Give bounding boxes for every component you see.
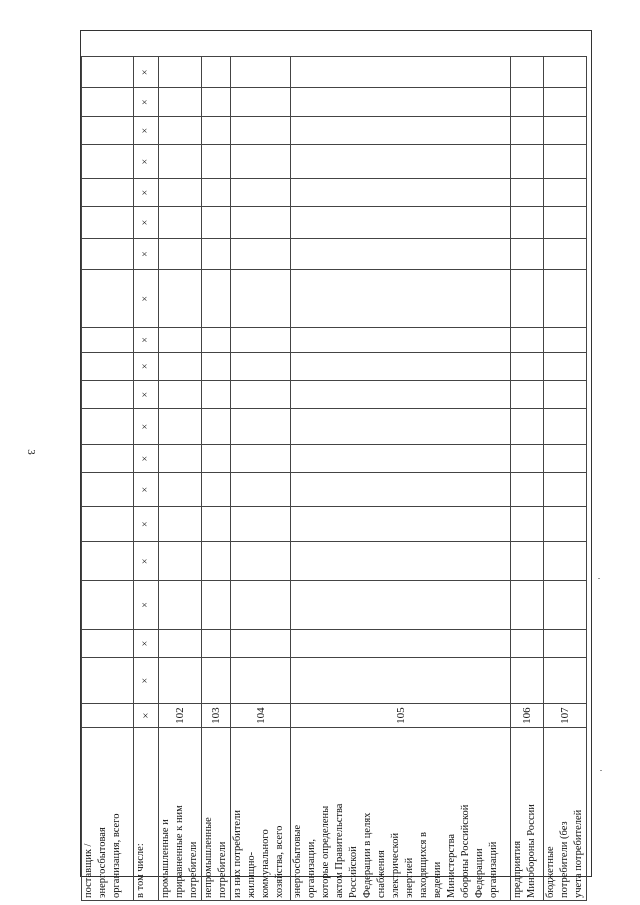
empty-cell — [544, 581, 587, 630]
empty-cell — [291, 629, 511, 657]
table-row — [202, 57, 231, 901]
empty-cell — [82, 381, 134, 409]
empty-cell — [159, 581, 202, 630]
table-row — [82, 57, 134, 901]
row-label: поставщик / энергосбытовая организация, всего — [82, 728, 134, 901]
x-mark-cell: × — [134, 409, 159, 445]
empty-cell — [291, 116, 511, 144]
empty-cell — [159, 444, 202, 472]
x-mark-cell: × — [134, 629, 159, 657]
empty-cell — [202, 238, 231, 269]
empty-cell — [82, 178, 134, 206]
empty-cell — [159, 352, 202, 380]
row-code — [82, 703, 134, 727]
empty-cell — [231, 145, 291, 179]
row-label: в том числе: — [134, 728, 159, 901]
empty-cell — [291, 473, 511, 507]
empty-cell — [291, 542, 511, 581]
empty-cell — [544, 444, 587, 472]
empty-cell — [159, 629, 202, 657]
empty-cell — [82, 238, 134, 269]
row-label: из них потребители жилищно- коммунального хозяйства, всего — [231, 728, 291, 901]
empty-cell — [159, 473, 202, 507]
empty-cell — [544, 542, 587, 581]
empty-cell — [231, 328, 291, 352]
empty-cell — [159, 381, 202, 409]
empty-cell — [511, 473, 544, 507]
empty-cell — [82, 145, 134, 179]
empty-cell — [544, 473, 587, 507]
empty-cell — [159, 238, 202, 269]
empty-cell — [511, 381, 544, 409]
x-mark-cell: × — [134, 57, 159, 89]
empty-cell — [544, 658, 587, 704]
empty-cell — [544, 270, 587, 328]
empty-cell — [82, 207, 134, 238]
x-mark-cell: × — [134, 178, 159, 206]
empty-cell — [291, 506, 511, 542]
empty-cell — [291, 381, 511, 409]
empty-cell — [159, 57, 202, 89]
empty-cell — [159, 178, 202, 206]
x-mark-cell: × — [134, 658, 159, 704]
empty-cell — [291, 328, 511, 352]
data-table-frame — [80, 30, 592, 898]
x-mark-cell: × — [134, 581, 159, 630]
empty-cell — [231, 270, 291, 328]
empty-cell — [82, 352, 134, 380]
empty-cell — [544, 145, 587, 179]
empty-cell — [159, 116, 202, 144]
empty-cell — [231, 88, 291, 116]
empty-cell — [291, 57, 511, 89]
consumers-table — [81, 56, 587, 901]
empty-cell — [82, 581, 134, 630]
row-code: 103 — [202, 703, 231, 727]
row-code: 104 — [231, 703, 291, 727]
x-mark-cell: × — [134, 328, 159, 352]
empty-cell — [231, 629, 291, 657]
x-mark-cell: × — [134, 352, 159, 380]
empty-cell — [231, 542, 291, 581]
empty-cell — [544, 207, 587, 238]
empty-cell — [159, 88, 202, 116]
empty-cell — [544, 506, 587, 542]
empty-cell — [159, 207, 202, 238]
empty-cell — [511, 57, 544, 89]
empty-cell — [82, 116, 134, 144]
empty-cell — [159, 542, 202, 581]
table-row — [291, 57, 511, 901]
empty-cell — [511, 328, 544, 352]
empty-cell — [231, 658, 291, 704]
empty-cell — [202, 88, 231, 116]
empty-cell — [82, 57, 134, 89]
empty-cell — [202, 542, 231, 581]
row-code: 102 — [159, 703, 202, 727]
empty-cell — [544, 409, 587, 445]
table-row — [159, 57, 202, 901]
table-row — [544, 57, 587, 901]
empty-cell — [202, 409, 231, 445]
empty-cell — [511, 207, 544, 238]
empty-cell — [544, 178, 587, 206]
empty-cell — [159, 409, 202, 445]
empty-cell — [511, 116, 544, 144]
empty-cell — [291, 409, 511, 445]
empty-cell — [231, 116, 291, 144]
empty-cell — [82, 542, 134, 581]
empty-cell — [291, 352, 511, 380]
row-code: 105 — [291, 703, 511, 727]
empty-cell — [544, 629, 587, 657]
empty-cell — [82, 629, 134, 657]
x-mark-cell: × — [134, 444, 159, 472]
empty-cell — [82, 409, 134, 445]
empty-cell — [202, 328, 231, 352]
empty-cell — [544, 352, 587, 380]
empty-cell — [511, 629, 544, 657]
empty-cell — [511, 542, 544, 581]
empty-cell — [82, 88, 134, 116]
row-label: энергосбытовые организации, которые определены актом Правительства Российской Федерации в целях снабжения электрической энергией находящихся в ведении Министерства обороны Российской Федерации организаций — [291, 728, 511, 901]
empty-cell — [82, 473, 134, 507]
empty-cell — [231, 207, 291, 238]
empty-cell — [231, 57, 291, 89]
table-row — [134, 57, 159, 901]
empty-cell — [291, 581, 511, 630]
empty-cell — [202, 629, 231, 657]
empty-cell — [544, 57, 587, 89]
empty-cell — [202, 57, 231, 89]
empty-cell — [511, 581, 544, 630]
empty-cell — [202, 581, 231, 630]
empty-cell — [82, 658, 134, 704]
empty-cell — [202, 444, 231, 472]
x-mark-cell: × — [134, 116, 159, 144]
empty-cell — [231, 381, 291, 409]
empty-cell — [202, 352, 231, 380]
x-mark-cell: × — [134, 381, 159, 409]
empty-cell — [231, 506, 291, 542]
empty-cell — [159, 658, 202, 704]
x-mark-cell: × — [134, 542, 159, 581]
empty-cell — [202, 381, 231, 409]
empty-cell — [159, 506, 202, 542]
empty-cell — [202, 473, 231, 507]
empty-cell — [511, 352, 544, 380]
empty-cell — [291, 238, 511, 269]
empty-cell — [511, 238, 544, 269]
row-label: промышленные и приравненные к ним потребители — [159, 728, 202, 901]
empty-cell — [291, 444, 511, 472]
empty-cell — [82, 328, 134, 352]
empty-cell — [82, 270, 134, 328]
empty-cell — [291, 270, 511, 328]
empty-cell — [159, 270, 202, 328]
empty-cell — [511, 409, 544, 445]
empty-cell — [202, 116, 231, 144]
empty-cell — [291, 88, 511, 116]
page-number: 3 — [24, 449, 37, 455]
empty-cell — [544, 381, 587, 409]
empty-cell — [202, 178, 231, 206]
scan-speck — [600, 770, 602, 771]
empty-cell — [511, 88, 544, 116]
row-code: 107 — [544, 703, 587, 727]
empty-cell — [202, 270, 231, 328]
empty-cell — [231, 444, 291, 472]
row-code: 106 — [511, 703, 544, 727]
table-row — [231, 57, 291, 901]
empty-cell — [202, 207, 231, 238]
empty-cell — [291, 145, 511, 179]
empty-cell — [511, 270, 544, 328]
empty-cell — [291, 207, 511, 238]
empty-cell — [82, 506, 134, 542]
empty-cell — [511, 506, 544, 542]
empty-cell — [544, 328, 587, 352]
empty-cell — [231, 238, 291, 269]
empty-cell — [231, 473, 291, 507]
row-code: × — [134, 703, 159, 727]
empty-cell — [82, 444, 134, 472]
empty-cell — [511, 444, 544, 472]
x-mark-cell: × — [134, 270, 159, 328]
empty-cell — [202, 145, 231, 179]
rotated-table — [81, 56, 591, 901]
empty-cell — [511, 145, 544, 179]
empty-cell — [231, 581, 291, 630]
x-mark-cell: × — [134, 473, 159, 507]
x-mark-cell: × — [134, 145, 159, 179]
row-label: непромышленные потребители — [202, 728, 231, 901]
row-label: предприятия Минобороны России — [511, 728, 544, 901]
empty-cell — [544, 116, 587, 144]
empty-cell — [159, 328, 202, 352]
x-mark-cell: × — [134, 238, 159, 269]
empty-cell — [511, 178, 544, 206]
empty-cell — [511, 658, 544, 704]
table-row — [511, 57, 544, 901]
empty-cell — [231, 409, 291, 445]
x-mark-cell: × — [134, 506, 159, 542]
table-body — [82, 57, 587, 901]
empty-cell — [231, 352, 291, 380]
empty-cell — [544, 238, 587, 269]
x-mark-cell: × — [134, 88, 159, 116]
scan-speck — [598, 578, 600, 579]
empty-cell — [291, 658, 511, 704]
x-mark-cell: × — [134, 207, 159, 238]
empty-cell — [544, 88, 587, 116]
empty-cell — [202, 658, 231, 704]
row-label: бюджетные потребители (без учета потребителей — [544, 728, 587, 901]
empty-cell — [159, 145, 202, 179]
empty-cell — [202, 506, 231, 542]
empty-cell — [291, 178, 511, 206]
empty-cell — [231, 178, 291, 206]
